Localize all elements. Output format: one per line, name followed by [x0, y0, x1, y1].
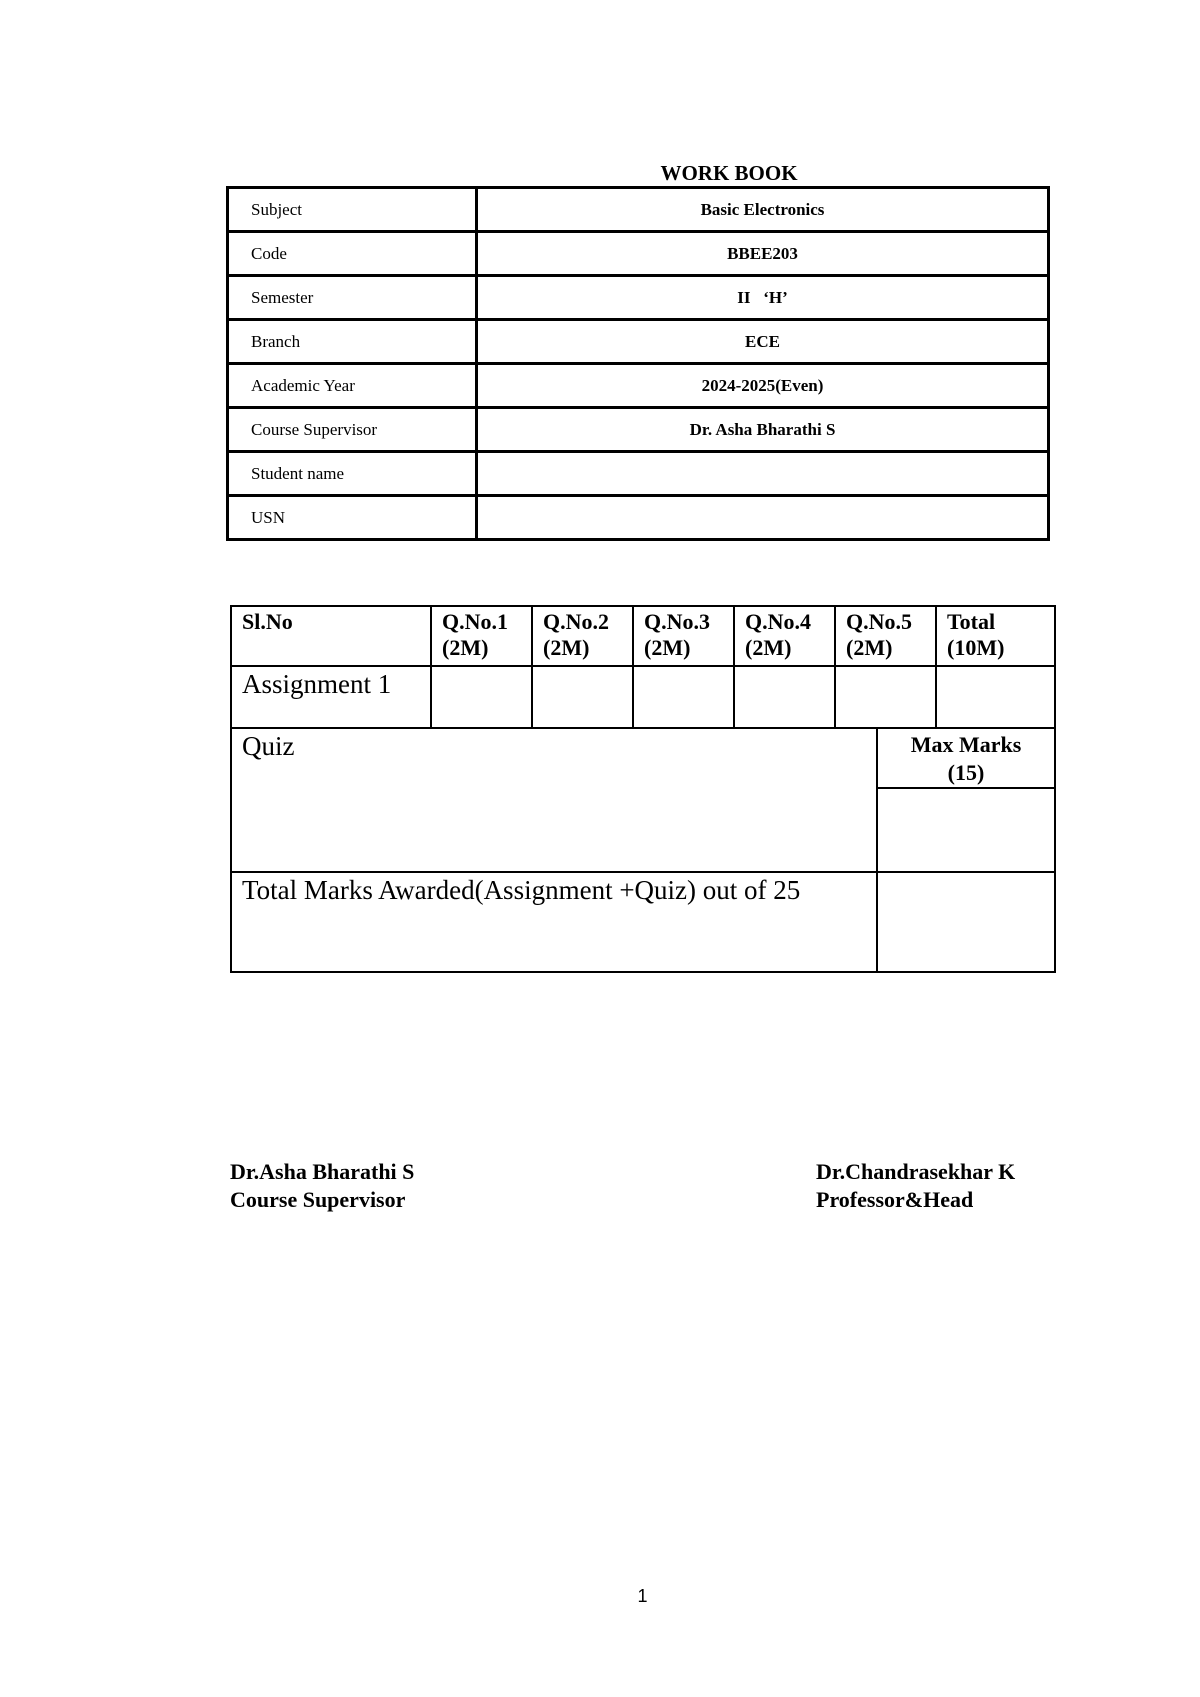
- quiz-row: [231, 728, 1055, 788]
- info-value: BBEE203: [477, 232, 1049, 276]
- signature-name: Dr.Asha Bharathi S: [230, 1159, 415, 1184]
- info-value: 2024-2025(Even): [477, 364, 1049, 408]
- info-label: Course Supervisor: [228, 408, 477, 452]
- assignment-label: Assignment 1: [231, 666, 431, 728]
- info-value: Basic Electronics: [477, 188, 1049, 232]
- signature-head: [816, 1158, 1015, 1214]
- info-label: Subject: [228, 188, 477, 232]
- info-row-student-name: [228, 452, 1049, 496]
- assignment-total-cell[interactable]: [936, 666, 1055, 728]
- header-q2: Q.No.2 (2M): [532, 606, 633, 666]
- info-label: Semester: [228, 276, 477, 320]
- marks-header-row: [231, 606, 1055, 666]
- quiz-marks-cell[interactable]: [877, 788, 1055, 872]
- info-value: II ‘H’: [477, 276, 1049, 320]
- signature-name: Dr.Chandrasekhar K: [816, 1159, 1016, 1184]
- signature-role: Professor&Head: [816, 1187, 974, 1212]
- info-row-semester: [228, 276, 1049, 320]
- marks-table: [230, 605, 1056, 973]
- header-slno: Sl.No: [231, 606, 431, 666]
- q5-mark-cell[interactable]: [835, 666, 936, 728]
- q3-mark-cell[interactable]: [633, 666, 734, 728]
- info-label: Code: [228, 232, 477, 276]
- info-label: Academic Year: [228, 364, 477, 408]
- quiz-label: Quiz: [231, 728, 877, 872]
- signature-course-supervisor: [230, 1158, 414, 1214]
- q2-mark-cell[interactable]: [532, 666, 633, 728]
- info-row-academic-year: [228, 364, 1049, 408]
- header-total: Total (10M): [936, 606, 1055, 666]
- assignment-row: [231, 666, 1055, 728]
- info-row-usn: [228, 496, 1049, 540]
- header-q5: Q.No.5 (2M): [835, 606, 936, 666]
- page-number: 1: [637, 1586, 648, 1606]
- total-marks-cell[interactable]: [877, 872, 1055, 972]
- info-row-code: [228, 232, 1049, 276]
- student-name-field[interactable]: [477, 452, 1049, 496]
- course-info-table: [226, 186, 1050, 541]
- total-marks-label: Total Marks Awarded(Assignment +Quiz) out of 25: [231, 872, 877, 972]
- info-row-branch: [228, 320, 1049, 364]
- signature-role: Course Supervisor: [230, 1187, 406, 1212]
- page-title: WORK BOOK: [660, 161, 798, 185]
- max-marks-label: Max Marks (15): [877, 728, 1055, 788]
- info-row-subject: [228, 188, 1049, 232]
- header-q4: Q.No.4 (2M): [734, 606, 835, 666]
- q4-mark-cell[interactable]: [734, 666, 835, 728]
- info-label: Student name: [228, 452, 477, 496]
- info-label: Branch: [228, 320, 477, 364]
- header-q1: Q.No.1 (2M): [431, 606, 532, 666]
- q1-mark-cell[interactable]: [431, 666, 532, 728]
- info-label: USN: [228, 496, 477, 540]
- usn-field[interactable]: [477, 496, 1049, 540]
- info-value: Dr. Asha Bharathi S: [477, 408, 1049, 452]
- header-q3: Q.No.3 (2M): [633, 606, 734, 666]
- total-row: [231, 872, 1055, 972]
- info-row-course-supervisor: [228, 408, 1049, 452]
- info-value: ECE: [477, 320, 1049, 364]
